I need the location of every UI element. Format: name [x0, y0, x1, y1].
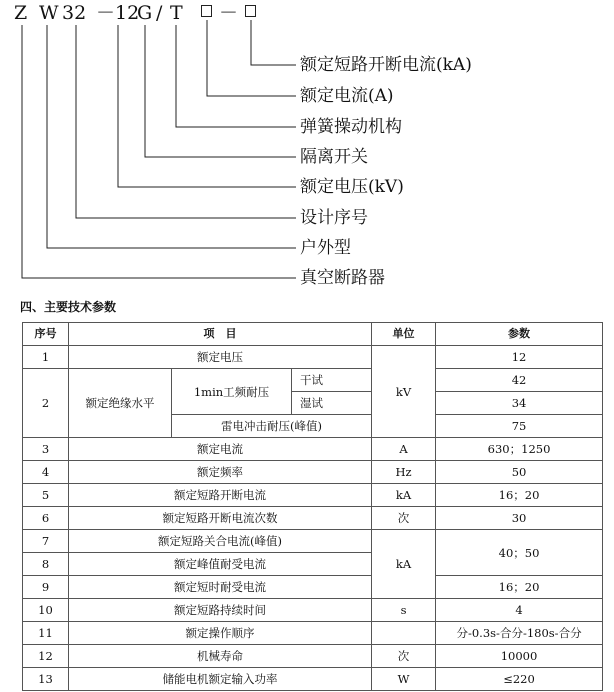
- row-item: 额定短路关合电流(峰值): [69, 530, 372, 553]
- row-unit: W: [372, 668, 436, 691]
- row-no: 6: [23, 507, 69, 530]
- row-unit: 次: [372, 507, 436, 530]
- row-item: 额定短路开断电流: [69, 484, 372, 507]
- code-w: W: [39, 2, 59, 24]
- row-no: 3: [23, 438, 69, 461]
- row-value: ≤220: [436, 668, 603, 691]
- row-value: 40；50: [436, 530, 603, 576]
- row-unit: kA: [372, 530, 436, 599]
- row-no: 4: [23, 461, 69, 484]
- leader-line-3: [176, 25, 296, 127]
- row-subitem: 雷电冲击耐压(峰值): [172, 415, 372, 438]
- row-no: 9: [23, 576, 69, 599]
- table-row: [23, 369, 603, 392]
- row-no: 5: [23, 484, 69, 507]
- row-subitem: 1min工频耐压: [172, 369, 292, 415]
- row-value: 10000: [436, 645, 603, 668]
- section-title: 四、主要技术参数: [20, 300, 117, 314]
- row-no: 12: [23, 645, 69, 668]
- row-subitem-dry: 干试: [292, 369, 372, 392]
- legend-outdoor-type: 户外型: [300, 238, 351, 258]
- legend-isolating-switch: 隔离开关: [300, 147, 368, 167]
- table-row: [23, 599, 603, 622]
- row-unit: Hz: [372, 461, 436, 484]
- table-header-row: [23, 323, 603, 346]
- table-row: [23, 576, 603, 599]
- row-value: 75: [436, 415, 603, 438]
- code-12: －12: [96, 2, 140, 24]
- row-item: 额定短路持续时间: [69, 599, 372, 622]
- table-row: [23, 484, 603, 507]
- row-unit: kA: [372, 484, 436, 507]
- legend-breaking-current: 额定短路开断电流(kA): [300, 55, 472, 75]
- header-no: 序号: [23, 323, 69, 346]
- header-item: 项 目: [69, 323, 372, 346]
- row-item: 额定短路开断电流次数: [69, 507, 372, 530]
- code-g: G: [137, 2, 153, 24]
- row-unit: s: [372, 599, 436, 622]
- row-value: 16；20: [436, 576, 603, 599]
- row-item: 储能电机额定输入功率: [69, 668, 372, 691]
- code-slash: /: [156, 2, 163, 24]
- row-value: 分-0.3s-合分-180s-合分: [436, 622, 603, 645]
- legend-vacuum-breaker: 真空断路器: [300, 268, 385, 288]
- row-value: 12: [436, 346, 603, 369]
- code-t: T: [170, 2, 183, 24]
- table-row: [23, 461, 603, 484]
- row-value: 30: [436, 507, 603, 530]
- leader-line-4: [145, 25, 296, 157]
- table-row: [23, 438, 603, 461]
- row-value: 16；20: [436, 484, 603, 507]
- model-designation-diagram: [0, 0, 614, 300]
- row-subitem-wet: 湿试: [292, 392, 372, 415]
- row-item-group: 额定绝缘水平: [69, 369, 172, 438]
- table-row: [23, 346, 603, 369]
- table-row: [23, 622, 603, 645]
- row-value: 42: [436, 369, 603, 392]
- code-dash: －: [219, 2, 239, 24]
- row-item: 额定电压: [69, 346, 372, 369]
- row-value: 50: [436, 461, 603, 484]
- legend-rated-voltage: 额定电压(kV): [300, 177, 404, 197]
- leader-line-6: [76, 25, 296, 218]
- spec-table: [22, 322, 602, 691]
- row-item: 额定峰值耐受电流: [69, 553, 372, 576]
- legend-spring-mechanism: 弹簧操动机构: [300, 117, 402, 137]
- row-unit: 次: [372, 645, 436, 668]
- legend-design-number: 设计序号: [300, 208, 368, 228]
- table-row: [23, 668, 603, 691]
- leader-line-7: [47, 25, 296, 248]
- row-item: 额定频率: [69, 461, 372, 484]
- legend-rated-current: 额定电流(A): [300, 86, 394, 106]
- table-row: [23, 645, 603, 668]
- header-value: 参数: [436, 323, 603, 346]
- row-value: 630；1250: [436, 438, 603, 461]
- row-unit: kV: [372, 346, 436, 438]
- row-no: 10: [23, 599, 69, 622]
- row-unit: [372, 622, 436, 645]
- row-no: 1: [23, 346, 69, 369]
- code-z: Z: [14, 2, 28, 24]
- row-item: 额定电流: [69, 438, 372, 461]
- table-row: [23, 530, 603, 553]
- row-no: 2: [23, 369, 69, 438]
- header-unit: 单位: [372, 323, 436, 346]
- leader-line-8: [22, 25, 296, 278]
- row-no: 11: [23, 622, 69, 645]
- row-unit: A: [372, 438, 436, 461]
- table-row: [23, 507, 603, 530]
- row-no: 13: [23, 668, 69, 691]
- row-value: 4: [436, 599, 603, 622]
- row-item: 额定短时耐受电流: [69, 576, 372, 599]
- row-no: 8: [23, 553, 69, 576]
- row-value: 34: [436, 392, 603, 415]
- leader-line-1: [251, 20, 296, 65]
- row-item: 额定操作顺序: [69, 622, 372, 645]
- row-item: 机械寿命: [69, 645, 372, 668]
- code-32: 32: [62, 2, 87, 24]
- row-no: 7: [23, 530, 69, 553]
